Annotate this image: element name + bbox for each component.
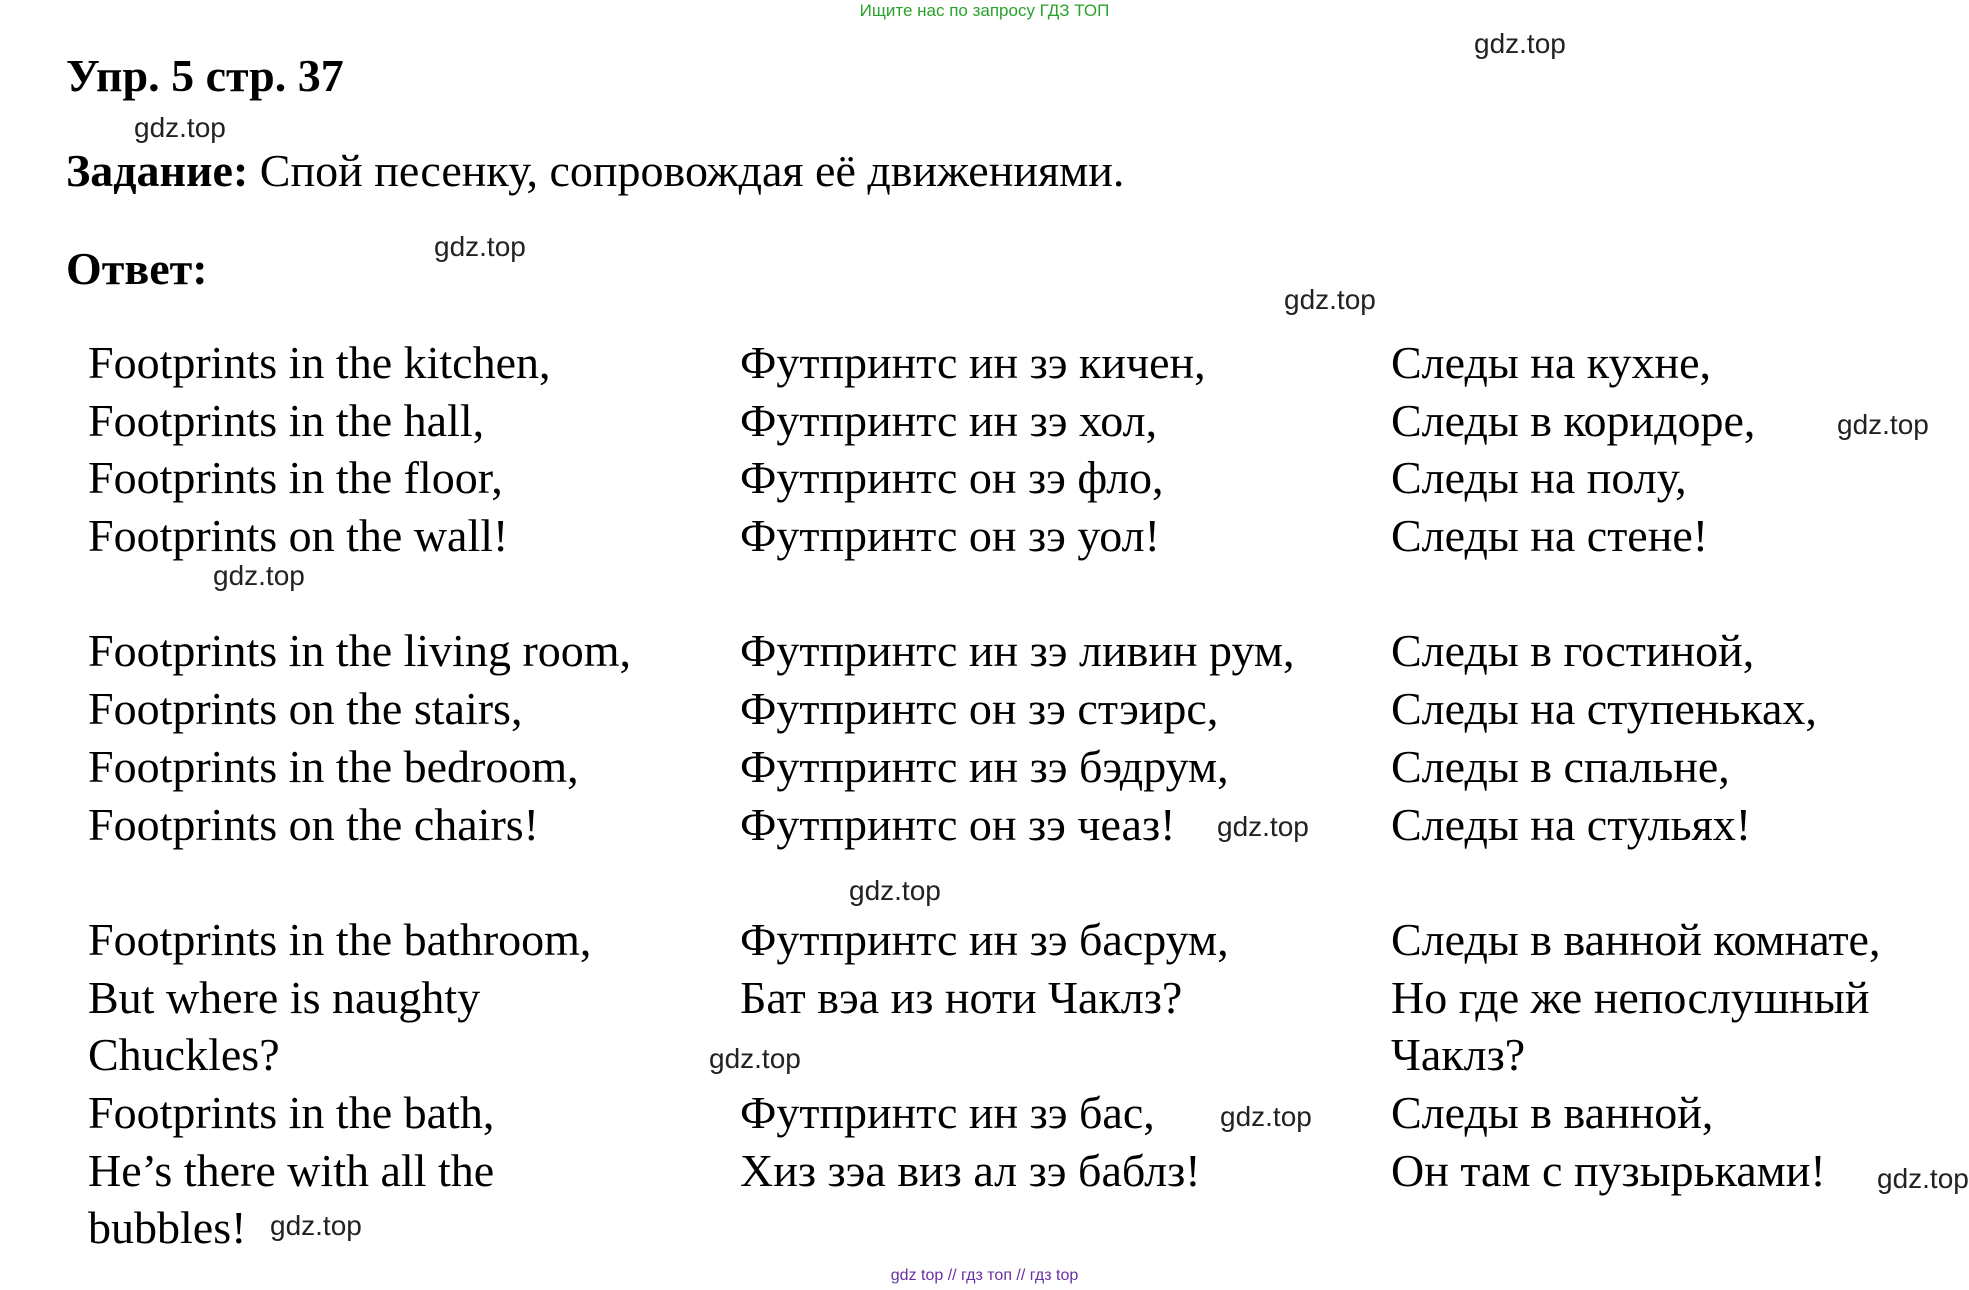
task-label: Задание: (66, 145, 249, 196)
watermark: gdz.top (1284, 284, 1376, 315)
answer-line (66, 243, 208, 296)
transcription-lyrics-column (740, 334, 1294, 1199)
lyric-line: Footprints on the chairs! (88, 798, 539, 850)
watermark: gdz.top (434, 231, 526, 262)
lyric-line: Следы на ступеньках, (1391, 683, 1817, 735)
lyric-line: Footprints in the kitchen, (88, 337, 551, 388)
lyric-line: Footprints on the stairs, (88, 683, 523, 735)
stanza-gap (740, 1026, 1294, 1084)
title-text: Упр. 5 стр. 37 (66, 50, 344, 101)
watermark: gdz.top (1877, 1163, 1969, 1194)
answer-label: Ответ: (66, 243, 208, 294)
watermark: gdz.top (1220, 1101, 1312, 1132)
lyric-line: Чаклз? (1391, 1029, 1526, 1081)
lyric-line: Footprints in the bath, (88, 1086, 495, 1138)
lyric-line: Следы на стульях! (1391, 798, 1752, 850)
lyric-line: Следы на стене! (1391, 510, 1709, 562)
top-note: Ищите нас по запросу ГДЗ ТОП (859, 1, 1110, 20)
lyric-line: Footprints in the living room, (88, 625, 632, 677)
watermark: gdz.top (1217, 811, 1309, 842)
watermark: gdz.top (1474, 28, 1566, 59)
watermark: gdz.top (134, 112, 226, 143)
lyric-line: Футпринтс он зэ фло, (740, 452, 1164, 504)
lyric-line: Footprints in the floor, (88, 452, 503, 504)
lyric-line: Футпринтс ин зэ кичен, (740, 337, 1206, 388)
watermark: gdz.top (1837, 409, 1929, 440)
lyric-line: Футпринтс он зэ стэирс, (740, 683, 1219, 735)
lyric-line: Footprints on the wall! (88, 510, 509, 562)
lyric-line: Футпринтс ин зэ бэдрум, (740, 740, 1229, 792)
lyric-line: Бат вэа из ноти Чаклз? (740, 971, 1183, 1023)
task-line (66, 145, 1124, 198)
lyric-line: Футпринтс он зэ чеаз! (740, 798, 1176, 850)
stanza-gap (1391, 565, 1880, 623)
watermark: gdz.top (849, 875, 941, 906)
lyric-line: Следы в гостиной, (1391, 625, 1755, 677)
lyric-line: Footprints in the bathroom, (88, 913, 592, 965)
lyric-line: Футпринтс ин зэ басрум, (740, 913, 1229, 965)
lyric-line: Футпринтс он зэ уол! (740, 510, 1160, 562)
russian-lyrics-column (1391, 334, 1880, 1199)
lyric-line: Футпринтс ин зэ бас, (740, 1086, 1155, 1138)
stanza-gap (88, 565, 631, 623)
watermark: gdz.top (709, 1043, 801, 1074)
lyric-line: Он там с пузырьками! (1391, 1144, 1826, 1196)
watermark: gdz.top (270, 1210, 362, 1241)
lyric-line: Следы в спальне, (1391, 740, 1730, 792)
lyric-line: Следы в коридоре, (1391, 394, 1756, 446)
lyric-line: bubbles! (88, 1202, 247, 1254)
lyric-line: He’s there with all the (88, 1144, 495, 1196)
stanza-gap (740, 565, 1294, 623)
lyric-line: Футпринтс ин зэ хол, (740, 394, 1158, 446)
lyric-line: Footprints in the bedroom, (88, 740, 579, 792)
stanza-gap (1391, 853, 1880, 911)
lyric-line: Хиз зэа виз ал зэ баблз! (740, 1144, 1201, 1196)
watermark: gdz.top (213, 560, 305, 591)
bottom-note: gdz top // гдз топ // гдз top (890, 1267, 1079, 1284)
stanza-gap (740, 853, 1294, 911)
task-text: Спой песенку, сопровождая её движениями. (259, 145, 1125, 196)
page-title (66, 50, 344, 103)
lyric-line: Следы на полу, (1391, 452, 1687, 504)
lyric-line: Но где же непослушный (1391, 971, 1870, 1023)
lyric-line: But where is naughty (88, 971, 481, 1023)
lyric-line: Footprints in the hall, (88, 394, 485, 446)
lyric-line: Следы в ванной, (1391, 1086, 1714, 1138)
lyric-line: Chuckles? (88, 1029, 280, 1081)
lyric-line: Следы на кухне, (1391, 337, 1712, 388)
lyric-line: Следы в ванной комнате, (1391, 913, 1881, 965)
lyric-line: Футпринтс ин зэ ливин рум, (740, 625, 1295, 677)
stanza-gap (88, 853, 631, 911)
english-lyrics-column (88, 334, 631, 1257)
